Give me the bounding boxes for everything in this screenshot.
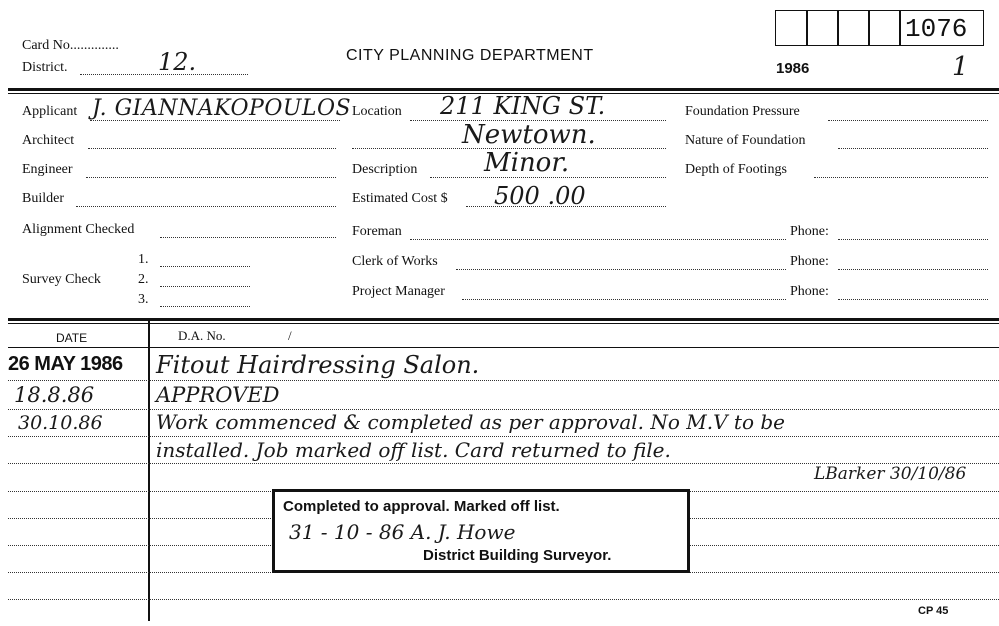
ruled-line: [8, 599, 999, 600]
pm-phone-line: [838, 299, 988, 300]
depth-label: Depth of Footings: [685, 162, 787, 177]
stamp-line-3: District Building Surveyor.: [423, 547, 612, 564]
survey-item-2: 2.: [138, 272, 149, 287]
clerk-line: [456, 269, 786, 270]
stamp-handwritten: 31 - 10 - 86 A. J. Howe: [289, 520, 516, 544]
entry-4-text: installed. Job marked off list. Card returned to file.: [156, 438, 671, 462]
number-box: [837, 10, 870, 46]
number-box: [806, 10, 839, 46]
department-title: CITY PLANNING DEPARTMENT: [346, 47, 594, 64]
entry-1-date: 26 MAY 1986: [8, 353, 123, 375]
pm-phone-label: Phone:: [790, 284, 829, 299]
entry-3-text: Work commenced & completed as per approval. No M.V to be: [156, 410, 785, 434]
survey-line-2: [160, 286, 250, 287]
form-code: CP 45: [918, 605, 949, 617]
foreman-label: Foreman: [352, 224, 402, 239]
description-value: Minor.: [484, 148, 570, 178]
nature-line: [838, 148, 988, 149]
foundation-pressure-label: Foundation Pressure: [685, 104, 800, 119]
log-header-rule: [8, 347, 999, 348]
nature-label: Nature of Foundation: [685, 133, 806, 148]
entry-3-date: 30.10.86: [18, 412, 103, 434]
log-top-rule-thin: [8, 323, 999, 324]
pm-line: [462, 299, 786, 300]
date-header: DATE: [56, 331, 88, 345]
pm-label: Project Manager: [352, 284, 445, 299]
alignment-line: [160, 237, 336, 238]
approval-stamp: [272, 489, 690, 573]
survey-item-3: 3.: [138, 292, 149, 307]
foreman-phone-line: [838, 239, 988, 240]
depth-line: [814, 177, 988, 178]
engineer-line: [86, 177, 336, 178]
engineer-label: Engineer: [22, 162, 73, 177]
survey-label: Survey Check: [22, 272, 101, 287]
entry-2-date: 18.8.86: [14, 383, 95, 407]
entry-1-text: Fitout Hairdressing Salon.: [156, 351, 480, 379]
builder-line: [76, 206, 336, 207]
clerk-phone-label: Phone:: [790, 254, 829, 269]
log-top-rule: [8, 318, 999, 321]
description-label: Description: [352, 162, 418, 177]
entry-2-text: APPROVED: [156, 383, 280, 407]
district-value: 12.: [158, 48, 197, 76]
ruled-line: [8, 436, 999, 437]
foundation-pressure-line: [828, 120, 988, 121]
year-label: 1986: [776, 60, 810, 77]
clerk-label: Clerk of Works: [352, 254, 438, 269]
number-box: [775, 10, 808, 46]
foreman-phone-label: Phone:: [790, 224, 829, 239]
applicant-value: J. GIANNAKOPOULOS: [92, 96, 352, 121]
cost-value: 500 .00: [494, 182, 586, 210]
stamp-line-1: Completed to approval. Marked off list.: [283, 498, 560, 515]
clerk-phone-line: [838, 269, 988, 270]
date-column-divider: [148, 321, 150, 621]
da-header: D.A. No.: [178, 328, 226, 343]
survey-line-1: [160, 266, 250, 267]
survey-item-1: 1.: [138, 252, 149, 267]
applicant-label: Applicant: [22, 104, 78, 119]
card-no-label: Card No..............: [22, 38, 119, 53]
da-slash: /: [288, 328, 292, 343]
sheet-number: 1: [952, 52, 969, 82]
top-rule: [8, 88, 999, 91]
location-value: 211 KING ST.: [440, 92, 606, 120]
signature: LBarker 30/10/86: [814, 464, 967, 484]
survey-line-3: [160, 306, 250, 307]
alignment-label: Alignment Checked: [22, 222, 135, 237]
district-label: District.: [22, 60, 68, 75]
architect-label: Architect: [22, 133, 75, 148]
ruled-line: [8, 380, 999, 381]
location-value-2: Newtown.: [462, 120, 596, 150]
cost-label: Estimated Cost $: [352, 191, 448, 206]
location-label: Location: [352, 104, 402, 119]
builder-label: Builder: [22, 191, 64, 206]
foreman-line: [410, 239, 786, 240]
architect-line: [88, 148, 336, 149]
card-number: 1076: [905, 14, 968, 44]
number-box: [868, 10, 901, 46]
